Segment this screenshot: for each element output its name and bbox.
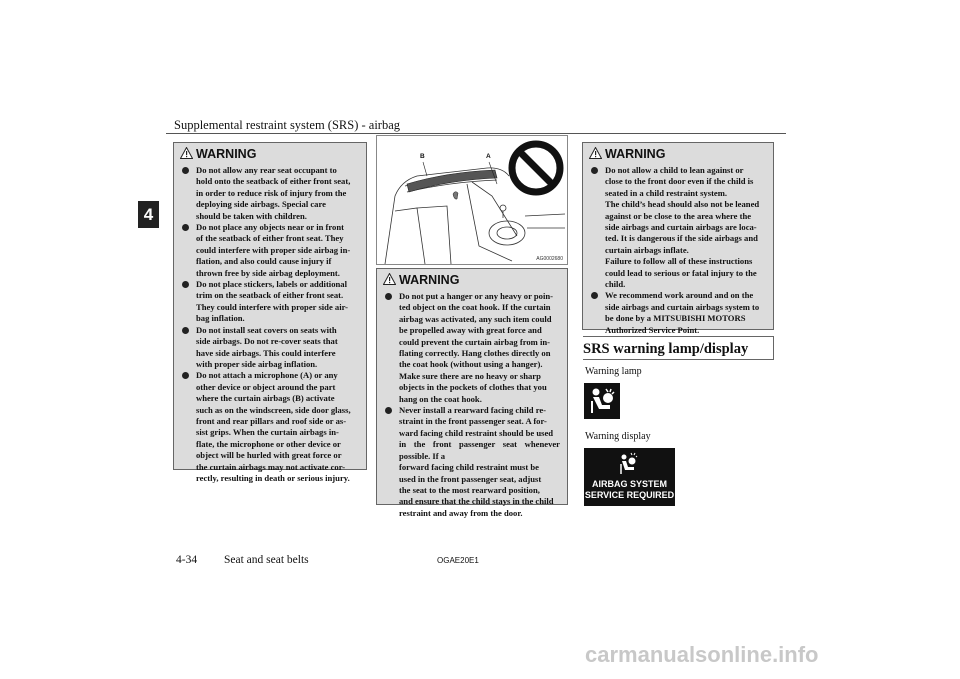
figure-code: AG0002680: [536, 256, 563, 262]
warning-lamp-icon: [584, 383, 620, 419]
warning-list: [174, 165, 366, 484]
warning-heading-text: WARNING: [399, 273, 460, 287]
warning-heading-text: WARNING: [605, 147, 666, 161]
warning-item: Do not install seat covers on seats with side airbags. Do not re-cover seats that have side airbags. This could interfere with proper side airbag inflation.: [182, 325, 359, 371]
curtain-airbag-figure: [376, 135, 568, 265]
warning-heading: [174, 146, 366, 162]
bullet-icon: [182, 167, 189, 174]
bullet-icon: [591, 167, 598, 174]
page-header-title: Supplemental restraint system (SRS) - airbag: [174, 118, 401, 132]
warning-box-middle: [376, 268, 568, 518]
bullet-icon: [591, 292, 598, 299]
watermark: carmanualsonline.info: [585, 642, 819, 667]
warning-item: Do not put a hanger or any heavy or poin- ted object on the coat hook. If the curtain airbag was activated, any such item could be propelled away with great force and could prevent the curtain airbag from in- flating correctly. Hang clothes directly on the coat hook (without using a hanger). Make sure there are no heavy or sharp objects in the pockets of clothes that you hang on the coat hook.: [385, 291, 560, 405]
chapter-tab: 4: [138, 201, 159, 228]
bullet-icon: [182, 372, 189, 379]
page-number: 4-34: [176, 554, 198, 566]
warning-display-label: Warning display: [585, 431, 651, 442]
warning-heading: [583, 146, 773, 162]
warning-heading-text: WARNING: [196, 147, 257, 161]
bullet-icon: [182, 327, 189, 334]
airbag-occupant-icon: [584, 448, 675, 478]
warning-display-panel: [584, 448, 675, 506]
display-message: AIRBAG SYSTEM SERVICE REQUIRED: [584, 479, 675, 500]
bullet-icon: [385, 293, 392, 300]
warning-item: Do not place any objects near or in front of the seatback of either front seat. They could interfere with proper side airbag in- flation, and also could cause injury if thrown free by side airbag deployment.: [182, 222, 359, 279]
warning-item: Do not attach a microphone (A) or any other device or object around the part where the curtain airbags (B) activate such as on the windscreen, side door glass, front and rear pillars and roof side or as- sist grips. When the curtain airbags in- flate, the microphone or other device or object will be hurled with great force or the curtain airbags may not activate cor- rectly, resulting in death or serious injury.: [182, 370, 359, 484]
warning-triangle-icon: [383, 273, 396, 285]
warning-lamp-label: Warning lamp: [585, 366, 642, 377]
warning-item: Never install a rearward facing child re- straint in the front passenger seat. A for- ward facing child restraint should be used in the front passenger seat whenever possible. If a forward facing child restraint must be used in the front passenger seat, adjust the seat to the most rearward position, and ensure that the child stays in the child restraint and away from the door.: [385, 405, 560, 519]
warning-heading: [377, 272, 567, 288]
section-title-text: SRS warning lamp/display: [583, 341, 749, 357]
footer-section: Seat and seat belts: [224, 554, 309, 566]
bullet-icon: [182, 281, 189, 288]
warning-box-left: [173, 142, 367, 483]
warning-item: Do not allow a child to lean against or close to the front door even if the child is seated in a child restraint system. The child’s head should also not be leaned against or be close to the area where the side airbags and curtain airbags are loca- ted. It is dangerous if the side airbags and curtain airbags inflate. Failure to follow all of these instructions could lead to serious or fatal injury to the child.: [591, 165, 766, 290]
warning-item: Do not place stickers, labels or additional trim on the seatback of either front seat. They could interfere with proper side air- bag inflation.: [182, 279, 359, 325]
warning-item: Do not allow any rear seat occupant to hold onto the seatback of either front seat, in order to reduce risk of injury from the deploying side airbags. Special care should be taken with children.: [182, 165, 359, 222]
bullet-icon: [385, 407, 392, 414]
section-title: [583, 336, 774, 360]
figure-label-b: B: [420, 153, 425, 160]
figure-label-a: A: [486, 153, 491, 160]
warning-triangle-icon: [589, 147, 602, 159]
warning-item: We recommend work around and on the side airbags and curtain airbags system to be done by a MITSUBISHI MOTORS Authorized Service Point.: [591, 290, 766, 336]
warning-box-right: [582, 142, 774, 335]
warning-list: [377, 291, 567, 519]
footer-code: OGAE20E1: [437, 556, 479, 565]
vehicle-interior-illustration: [377, 136, 567, 264]
warning-list: [583, 165, 773, 336]
header-rule: [166, 133, 786, 134]
bullet-icon: [182, 224, 189, 231]
warning-triangle-icon: [180, 147, 193, 159]
